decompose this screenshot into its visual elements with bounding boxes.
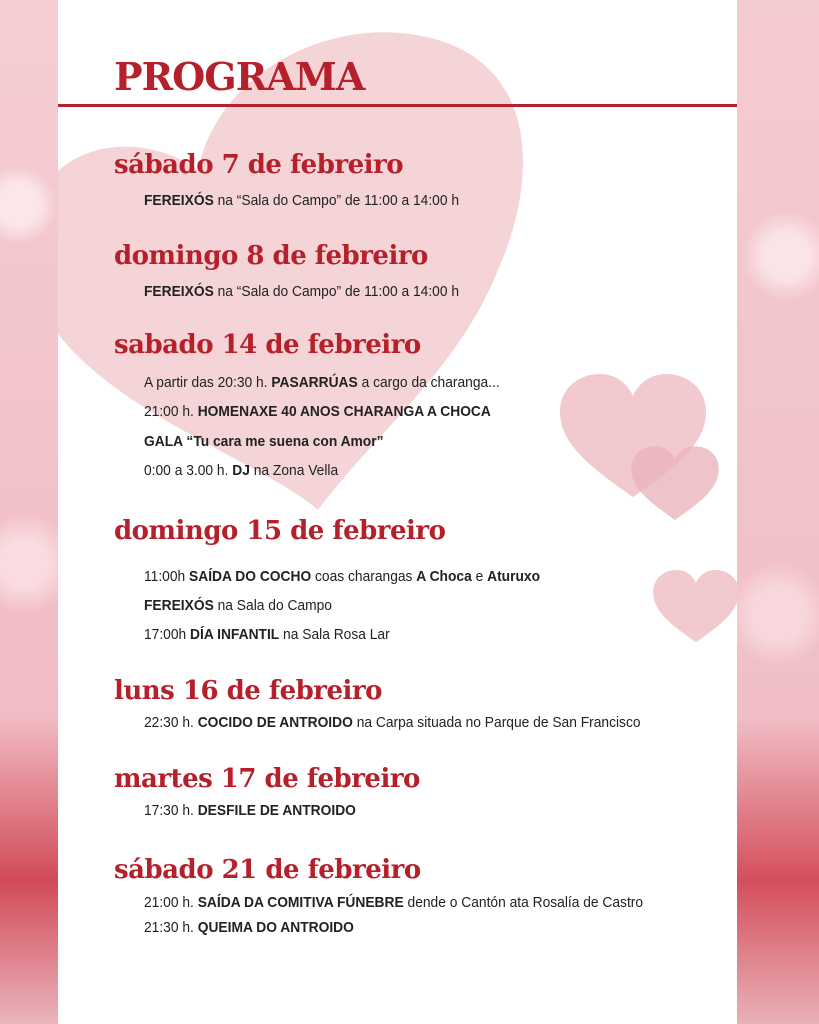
- day-heading: domingo 8 de febreiro: [114, 241, 428, 271]
- event-line: 11:00h SAÍDA DO COCHO coas charangas A Choca e Aturuxo: [144, 568, 541, 585]
- day-heading: sabado 14 de febreiro: [114, 330, 421, 360]
- event-line: 21:00 h. SAÍDA DA COMITIVA FÚNEBRE dende o Cantón ata Rosalía de Castro: [144, 894, 644, 911]
- event-line: 17:30 h. DESFILE DE ANTROIDO: [144, 802, 356, 819]
- day-heading: luns 16 de febreiro: [114, 676, 382, 706]
- event-line: 0:00 a 3.00 h. DJ na Zona Vella: [144, 462, 339, 479]
- event-line: FEREIXÓS na “Sala do Campo” de 11:00 a 14:00 h: [144, 283, 460, 300]
- day-heading: sábado 7 de febreiro: [114, 150, 404, 180]
- event-line: 22:30 h. COCIDO DE ANTROIDO na Carpa situada no Parque de San Francisco: [144, 714, 641, 731]
- program-panel: [58, 0, 737, 1024]
- title-divider: [58, 104, 737, 107]
- right-background-border: [737, 0, 819, 1024]
- event-line: 21:00 h. HOMENAXE 40 ANOS CHARANGA A CHOCA: [144, 403, 491, 420]
- day-heading: sábado 21 de febreiro: [114, 855, 421, 885]
- day-heading: domingo 15 de febreiro: [114, 516, 446, 546]
- event-line: 17:00h DÍA INFANTIL na Sala Rosa Lar: [144, 626, 390, 643]
- event-line: GALA “Tu cara me suena con Amor”: [144, 433, 384, 450]
- event-line: FEREIXÓS na “Sala do Campo” de 11:00 a 14:00 h: [144, 192, 460, 209]
- small-heart-decoration-2: [630, 444, 720, 524]
- day-heading: martes 17 de febreiro: [114, 764, 420, 794]
- event-line: FEREIXÓS na Sala do Campo: [144, 597, 332, 614]
- page-title: PROGRAMA: [114, 54, 365, 99]
- event-line: 21:30 h. QUEIMA DO ANTROIDO: [144, 919, 354, 936]
- event-line: A partir das 20:30 h. PASARRÚAS a cargo da charanga...: [144, 374, 500, 391]
- left-background-border: [0, 0, 60, 1024]
- small-heart-decoration-3: [652, 568, 737, 646]
